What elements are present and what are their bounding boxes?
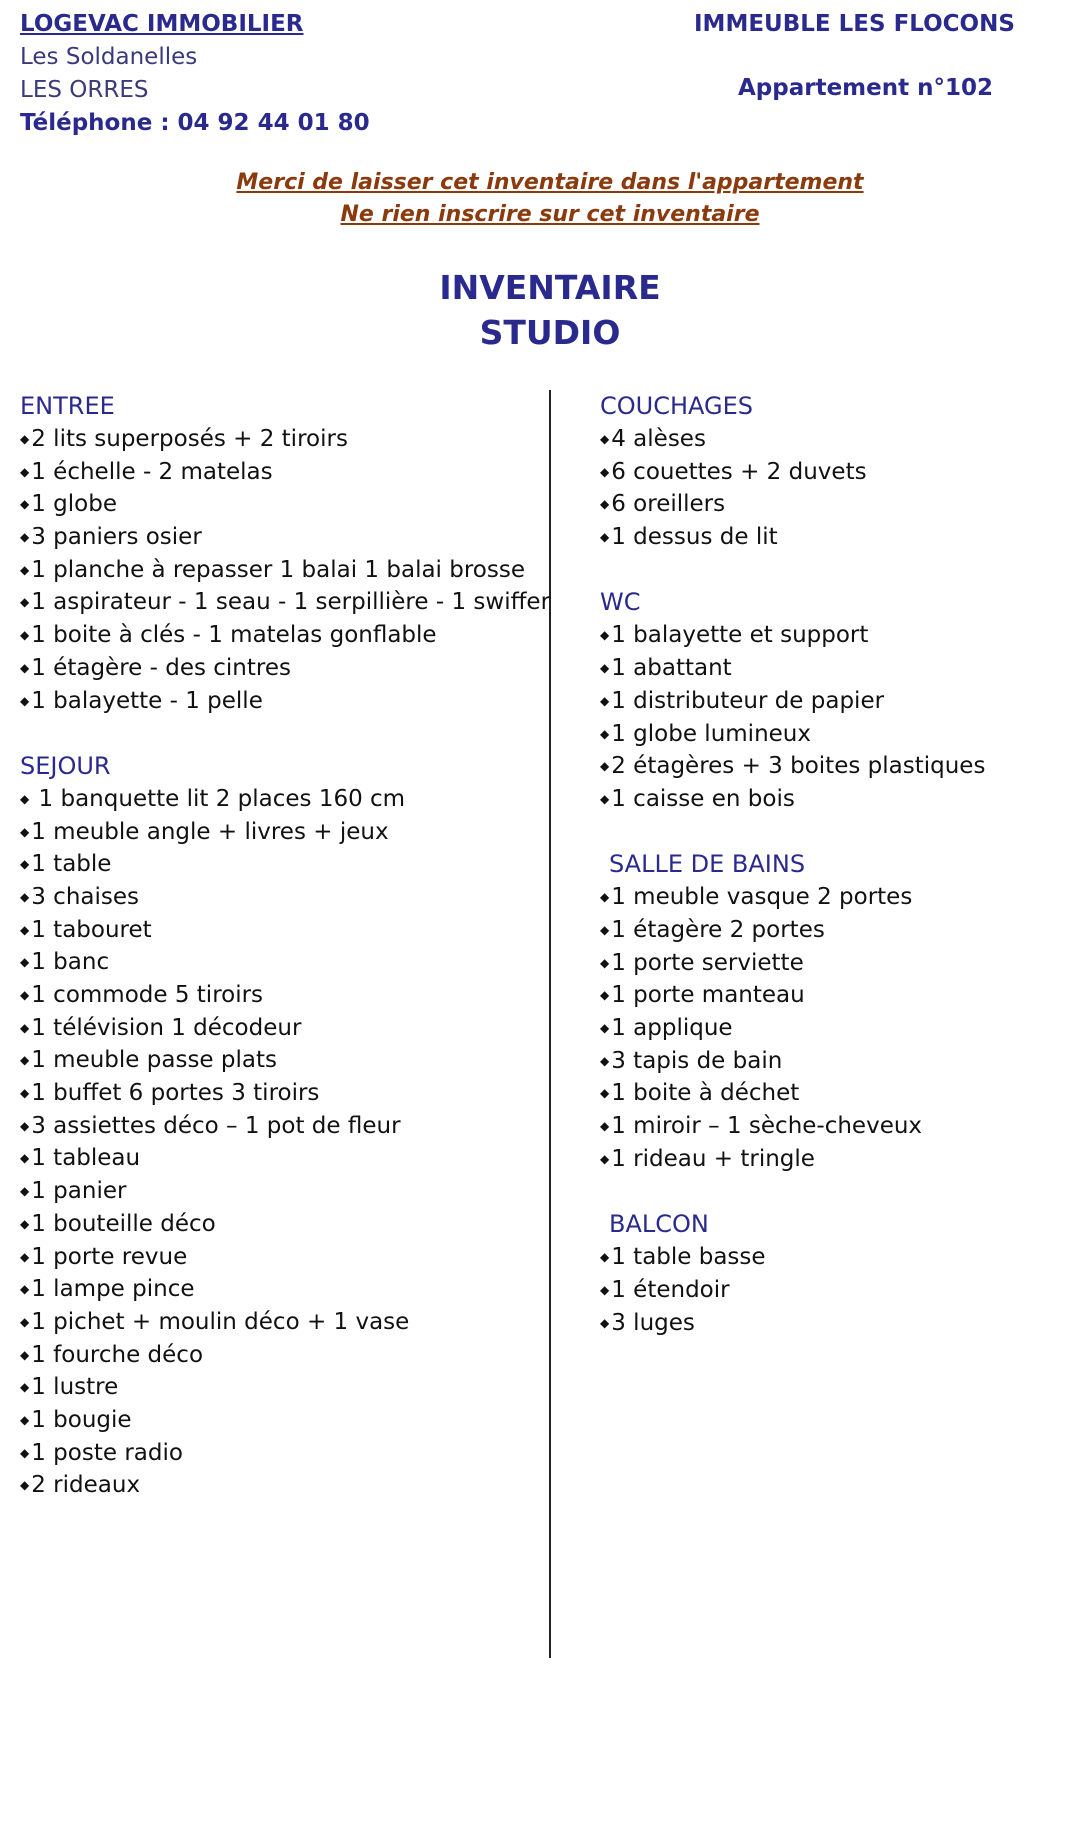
bullet-diamond-icon: ◆ — [600, 530, 610, 545]
inventory-item — [600, 1307, 985, 1340]
inventory-item-text: 1 boite à déchet — [611, 1080, 800, 1107]
inventory-item — [600, 718, 985, 751]
bullet-diamond-icon: ◆ — [600, 791, 610, 806]
inventory-item-text: 1 aspirateur - 1 seau - 1 serpillière - 1 swiffer — [31, 589, 551, 616]
inventory-item — [600, 1077, 985, 1110]
bullet-diamond-icon: ◆ — [20, 693, 30, 708]
company-name: LOGEVAC IMMOBILIER — [20, 11, 304, 37]
address-line-2: LES ORRES — [20, 77, 149, 103]
inventory-item — [600, 456, 985, 489]
bullet-diamond-icon: ◆ — [600, 1282, 610, 1297]
notice-do-not-write: Ne rien inscrire sur cet inventaire — [340, 202, 760, 227]
inventory-item — [20, 1371, 550, 1404]
inventory-item — [20, 783, 550, 816]
bullet-diamond-icon: ◆ — [20, 1184, 30, 1199]
inventory-item-text: 1 buffet 6 portes 3 tiroirs — [31, 1080, 320, 1107]
bullet-diamond-icon: ◆ — [20, 1314, 30, 1329]
inventory-item — [20, 1175, 550, 1208]
inventory-item — [20, 521, 550, 554]
section-list-entree — [20, 423, 550, 717]
inventory-item-text: 1 globe lumineux — [611, 720, 811, 747]
bullet-diamond-icon: ◆ — [20, 1478, 30, 1493]
bullet-diamond-icon: ◆ — [600, 988, 610, 1003]
inventory-item — [20, 423, 550, 456]
inventory-item — [20, 848, 550, 881]
apartment-number: Appartement n°102 — [738, 75, 994, 101]
bullet-diamond-icon: ◆ — [20, 1118, 30, 1133]
inventory-item-text: 1 tableau — [31, 1145, 141, 1172]
inventory-item-text: 1 tabouret — [31, 916, 152, 943]
inventory-item-text: 3 tapis de bain — [611, 1047, 783, 1074]
bullet-diamond-icon: ◆ — [20, 857, 30, 872]
inventory-item-text: 1 balayette - 1 pelle — [31, 687, 263, 714]
inventory-item — [20, 1208, 550, 1241]
inventory-item — [600, 979, 985, 1012]
inventory-item-text: 1 abattant — [611, 655, 732, 682]
inventory-item — [600, 1012, 985, 1045]
bullet-diamond-icon: ◆ — [600, 693, 610, 708]
inventory-item-text: 1 meuble vasque 2 portes — [611, 884, 913, 911]
bullet-diamond-icon: ◆ — [20, 562, 30, 577]
inventory-item-text: 3 chaises — [31, 883, 140, 910]
left-column — [20, 390, 550, 1502]
inventory-item — [20, 554, 550, 587]
inventory-item — [20, 652, 550, 685]
inventory-item-text: 1 table — [31, 851, 112, 878]
inventory-item — [20, 685, 550, 718]
section-list-sejour — [20, 783, 550, 1502]
section-list-wc — [600, 619, 985, 815]
section-title-sejour: SEJOUR — [20, 751, 111, 780]
bullet-diamond-icon: ◆ — [600, 464, 610, 479]
section-title-balcon: BALCON — [609, 1210, 709, 1239]
notice-leave-inventory: Merci de laisser cet inventaire dans l'appartement — [236, 170, 864, 195]
agency-block — [20, 8, 370, 140]
inventory-item — [20, 1306, 550, 1339]
bullet-diamond-icon: ◆ — [20, 1412, 30, 1427]
bullet-diamond-icon: ◆ — [20, 1053, 30, 1068]
bullet-diamond-icon: ◆ — [600, 1053, 610, 1068]
inventory-item-text: 1 banc — [31, 949, 110, 976]
bullet-diamond-icon: ◆ — [20, 1151, 30, 1166]
inventory-item — [20, 1437, 550, 1470]
inventory-item — [600, 619, 985, 652]
bullet-diamond-icon: ◆ — [20, 889, 30, 904]
inventory-item-text: 1 dessus de lit — [611, 524, 778, 551]
inventory-item — [600, 783, 985, 816]
inventory-item-text: 1 bougie — [31, 1406, 132, 1433]
inventory-item — [20, 946, 550, 979]
section-title-salle-de-bains: SALLE DE BAINS — [609, 850, 806, 879]
inventory-item-text: 3 luges — [611, 1309, 695, 1336]
section-list-couchages — [600, 423, 985, 554]
section-title-couchages: COUCHAGES — [600, 392, 754, 420]
section-gap — [20, 717, 550, 750]
bullet-diamond-icon: ◆ — [20, 432, 30, 446]
section-gap — [600, 1175, 985, 1208]
address-line-1: Les Soldanelles — [20, 44, 198, 70]
inventory-item-text: 1 étagère - des cintres — [31, 654, 291, 681]
inventory-item-text: 1 lampe pince — [31, 1276, 195, 1303]
right-column — [600, 390, 985, 1339]
inventory-item-text: 1 télévision 1 décodeur — [31, 1014, 302, 1041]
inventory-item — [20, 1110, 550, 1143]
inventory-item-text: 1 balayette et support — [611, 622, 869, 649]
inventory-item-text: 1 pichet + moulin déco + 1 vase — [31, 1308, 410, 1335]
bullet-diamond-icon: ◆ — [600, 922, 610, 937]
inventory-item — [20, 914, 550, 947]
inventory-item — [600, 914, 985, 947]
inventory-item — [600, 750, 985, 783]
inventory-item — [20, 881, 550, 914]
inventory-item — [20, 1241, 550, 1274]
bullet-diamond-icon: ◆ — [600, 628, 610, 643]
inventory-item-text: 1 distributeur de papier — [611, 687, 885, 714]
inventory-item — [20, 488, 550, 521]
section-title-entree: ENTREE — [20, 392, 115, 420]
inventory-item — [20, 619, 550, 652]
bullet-diamond-icon: ◆ — [20, 1020, 30, 1035]
bullet-diamond-icon: ◆ — [600, 1021, 610, 1035]
inventory-item-text: 1 boite à clés - 1 matelas gonflable — [31, 622, 437, 649]
bullet-diamond-icon: ◆ — [20, 1249, 30, 1264]
page-subtitle: STUDIO — [479, 313, 621, 352]
inventory-item-text: 1 poste radio — [31, 1439, 183, 1466]
inventory-item — [600, 947, 985, 980]
inventory-item — [20, 1012, 550, 1045]
bullet-diamond-icon: ◆ — [600, 1250, 610, 1265]
bullet-diamond-icon: ◆ — [20, 1282, 30, 1297]
inventory-item — [20, 1404, 550, 1437]
inventory-item — [600, 488, 985, 521]
inventory-item-text: 1 porte manteau — [611, 982, 805, 1009]
bullet-diamond-icon: ◆ — [600, 661, 610, 676]
inventory-item — [20, 816, 550, 849]
inventory-item — [20, 1077, 550, 1110]
inventory-item — [600, 1045, 985, 1078]
inventory-item-text: 6 couettes + 2 duvets — [611, 458, 867, 485]
inventory-item-text: 2 étagères + 3 boites plastiques — [611, 753, 986, 780]
inventory-item — [20, 456, 550, 489]
bullet-diamond-icon: ◆ — [600, 1119, 610, 1134]
inventory-item-text: 1 panier — [31, 1178, 127, 1205]
inventory-item-text: 1 étagère 2 portes — [611, 916, 825, 943]
inventory-item — [600, 685, 985, 718]
bullet-diamond-icon: ◆ — [600, 1086, 610, 1101]
bullet-diamond-icon: ◆ — [20, 1380, 30, 1395]
bullet-diamond-icon: ◆ — [20, 595, 30, 610]
inventory-item — [20, 1339, 550, 1372]
inventory-item-text: 1 étendoir — [611, 1276, 730, 1303]
inventory-item-text: 1 porte revue — [31, 1243, 188, 1270]
bullet-diamond-icon: ◆ — [600, 955, 610, 970]
inventory-item-text: 1 planche à repasser 1 balai 1 balai brosse — [31, 556, 525, 583]
inventory-item-text: 6 oreillers — [611, 491, 726, 518]
inventory-item — [600, 881, 985, 914]
inventory-item-text: 4 alèses — [611, 426, 706, 452]
inventory-item-text: 1 fourche déco — [31, 1341, 204, 1368]
inventory-item-text: 1 lustre — [31, 1374, 119, 1401]
inventory-item-text: 1 commode 5 tiroirs — [31, 982, 264, 1008]
bullet-diamond-icon: ◆ — [20, 1216, 30, 1231]
bullet-diamond-icon: ◆ — [20, 955, 30, 970]
inventory-item-text: 2 lits superposés + 2 tiroirs — [31, 426, 348, 452]
inventory-item — [600, 1274, 985, 1307]
bullet-diamond-icon: ◆ — [20, 1347, 30, 1362]
inventory-item-text: 1 bouteille déco — [31, 1210, 216, 1237]
bullet-diamond-icon: ◆ — [20, 791, 30, 806]
inventory-item — [600, 652, 985, 685]
inventory-item — [20, 979, 550, 1012]
inventory-item-text: 1 applique — [611, 1015, 733, 1041]
bullet-diamond-icon: ◆ — [600, 759, 610, 774]
section-gap — [600, 554, 985, 587]
inventory-item — [20, 1273, 550, 1306]
section-list-balcon — [600, 1241, 985, 1339]
bullet-diamond-icon: ◆ — [600, 432, 610, 446]
bullet-diamond-icon: ◆ — [20, 530, 30, 545]
bullet-diamond-icon: ◆ — [20, 1086, 30, 1101]
inventory-item — [600, 1241, 985, 1274]
bullet-diamond-icon: ◆ — [20, 922, 30, 937]
bullet-diamond-icon: ◆ — [600, 1151, 610, 1166]
bullet-diamond-icon: ◆ — [20, 1445, 30, 1460]
section-list-salle-de-bains — [600, 881, 985, 1175]
section-title-wc: WC — [600, 588, 641, 617]
page-title: INVENTAIRE — [439, 268, 661, 307]
bullet-diamond-icon: ◆ — [20, 988, 30, 1002]
section-gap — [600, 816, 985, 849]
inventory-item — [600, 1110, 985, 1143]
inventory-item-text: 1 miroir – 1 sèche-cheveux — [611, 1113, 923, 1140]
inventory-item-text: 3 assiettes déco – 1 pot de fleur — [31, 1112, 401, 1139]
inventory-item — [600, 423, 985, 456]
inventory-item — [20, 1469, 550, 1502]
inventory-item — [600, 1143, 985, 1176]
inventory-item-text: 1 meuble angle + livres + jeux — [31, 818, 389, 845]
inventory-item-text: 1 meuble passe plats — [31, 1047, 277, 1074]
inventory-item-text: 1 caisse en bois — [611, 785, 795, 812]
inventory-item-text: 3 paniers osier — [31, 524, 202, 551]
inventory-item — [20, 586, 550, 619]
bullet-diamond-icon: ◆ — [20, 824, 30, 839]
inventory-item-text: 2 rideaux — [31, 1472, 141, 1499]
bullet-diamond-icon: ◆ — [20, 464, 30, 479]
building-name: IMMEUBLE LES FLOCONS — [694, 11, 1015, 37]
inventory-item — [600, 521, 985, 554]
inventory-item-text: 1 rideau + tringle — [611, 1145, 815, 1172]
inventory-item-text: 1 échelle - 2 matelas — [31, 458, 273, 485]
inventory-item-text: 1 globe — [31, 491, 117, 518]
phone-number: Téléphone : 04 92 44 01 80 — [20, 110, 370, 136]
bullet-diamond-icon: ◆ — [600, 890, 610, 905]
inventory-item — [20, 1044, 550, 1077]
inventory-item-text: 1 banquette lit 2 places 160 cm — [31, 785, 406, 812]
bullet-diamond-icon: ◆ — [20, 628, 30, 643]
bullet-diamond-icon: ◆ — [20, 660, 30, 675]
inventory-item — [20, 1142, 550, 1175]
inventory-item-text: 1 porte serviette — [611, 949, 804, 976]
inventory-item-text: 1 table basse — [611, 1244, 766, 1271]
bullet-diamond-icon: ◆ — [600, 497, 610, 512]
bullet-diamond-icon: ◆ — [600, 726, 610, 741]
bullet-diamond-icon: ◆ — [20, 497, 30, 512]
bullet-diamond-icon: ◆ — [600, 1315, 610, 1330]
